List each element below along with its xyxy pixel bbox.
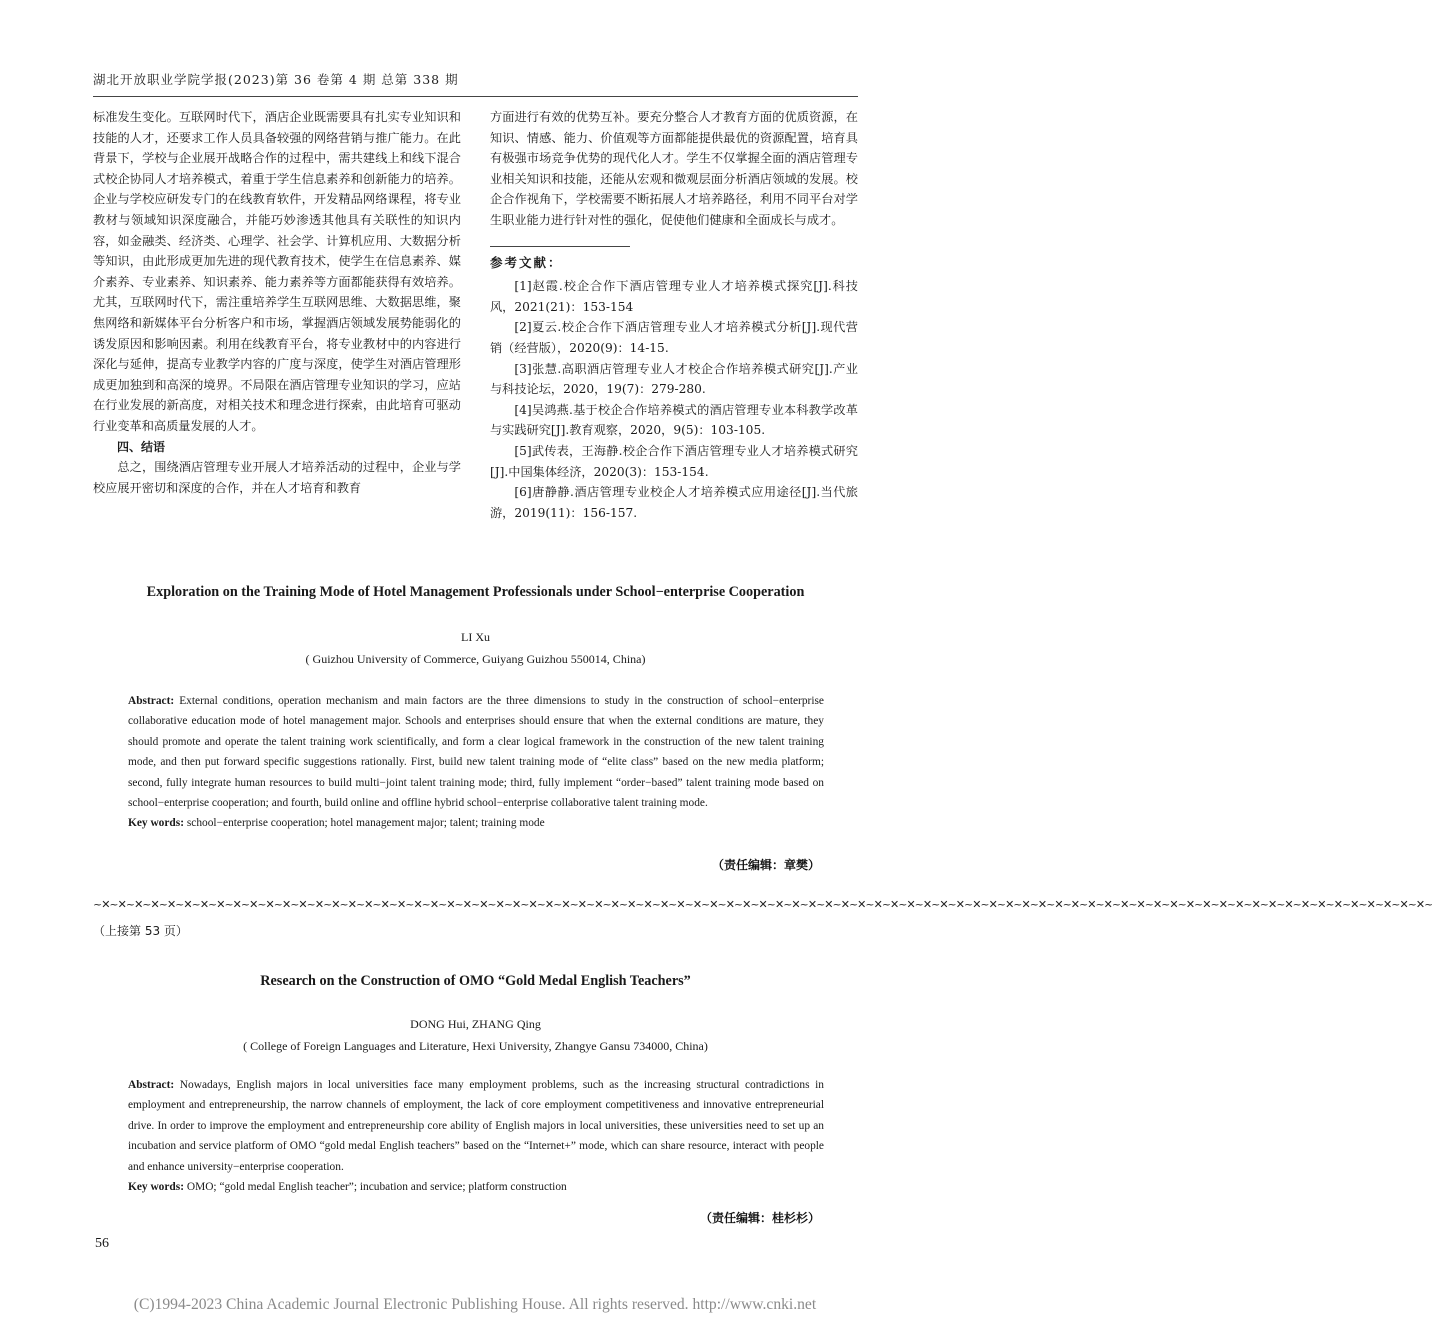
body-paragraph: 总之，围绕酒店管理专业开展人才培养活动的过程中，企业与学校应展开密切和深度的合作，并在人才培育和教育 <box>93 460 461 495</box>
english-affiliation-block-1 <box>93 652 858 667</box>
english-affiliation: ( College of Foreign Languages and Literature, Hexi University, Zhangye Gansu 734000, China) <box>243 1039 708 1053</box>
english-title-block-2 <box>93 973 858 990</box>
keywords-label: Key words: <box>128 1181 184 1194</box>
keywords-label: Key words: <box>128 817 184 830</box>
english-abstract-2 <box>128 1075 824 1197</box>
references-title: 参考文献： <box>490 254 563 270</box>
body-paragraph: 方面进行有效的优势互补。要充分整合人才教育方面的优质资源，在知识、情感、能力、价值观等方面都能提供最优的资源配置，培育具有极强市场竞争优势的现代化人才。学生不仅掌握全面的酒店管理专业相关知识和技能，还能从宏观和微观层面分析酒店领域的发展。校企合作视角下，学校需要不断拓展人才培养路径，利用不同平台对学生职业能力进行针对性的强化，促使他们健康和全面成长与成才。 <box>490 110 858 227</box>
english-author-block-1 <box>93 630 858 645</box>
abstract-label: Abstract: <box>128 695 175 707</box>
body-paragraph: 标准发生变化。互联网时代下，酒店企业既需要具有扎实专业知识和技能的人才，还要求工作人员具备较强的网络营销与推广能力。在此背景下，学校与企业展开战略合作的过程中，需共建线上和线下混合式校企协同人才培养模式，着重于学生信息素养和创新能力的培养。企业与学校应研发专门的在线教育软件，开发精品网络课程，将专业教材与领域知识深度融合，并能巧妙渗透其他具有关联性的知识内容，如金融类、经济类、心理学、社会学、计算机应用、大数据分析等知识，由此形成更加先进的现代教育技术，使学生在信息素养、媒介素养、专业素养、知识素养、能力素养等方面都能获得有效培养。尤其，互联网时代下，需注重培养学生互联网思维、大数据思维，聚焦网络和新媒体平台分析客户和市场，掌握酒店领域发展势能弱化的诱发原因和影响因素。利用在线教育平台，将专业教材中的内容进行深化与延伸，提高专业教学内容的广度与深度，使学生对酒店管理形成更加独到和高深的境界。不局限在酒店管理专业知识的学习，应站在行业发展的新高度，对相关技术和理念进行探索，由此培育可驱动行业变革和高质量发展的人才。 <box>93 110 461 433</box>
english-affiliation-block-2 <box>93 1039 858 1054</box>
continued-from-note: （上接第 53 页） <box>93 924 188 938</box>
english-author: DONG Hui, ZHANG Qing <box>410 1017 541 1031</box>
keywords-text: OMO; “gold medal English teacher”; incubation and service; platform construction <box>184 1181 567 1194</box>
abstract-text: Nowadays, English majors in local universities face many employment problems, such as the increasing structural contradictions in employment and entrepreneurship, the narrow channels of employment, the lack of core employment competitiveness and innovative entrepreneurial drive. In order to improve the employment and entrepreneurship core ability of English majors in local universities, these universities need to set up an incubation and service platform of OMO “gold medal English teachers” based on the “Internet+” mode, which can share resource, interact with people and enhance university−enterprise cooperation. <box>128 1079 824 1173</box>
english-title: Research on the Construction of OMO “Gold Medal English Teachers” <box>260 973 691 989</box>
editor-note: （责任编辑：桂杉杉） <box>700 1211 821 1225</box>
english-affiliation: ( Guizhou University of Commerce, Guiyang Guizhou 550014, China) <box>305 652 646 666</box>
header-rule <box>93 96 858 97</box>
english-author: LI Xu <box>461 630 490 644</box>
english-title: Exploration on the Training Mode of Hotel Management Professionals under School−enterprise Cooperation <box>146 584 805 600</box>
reference-item: [3]张慧.高职酒店管理专业人才校企合作培养模式研究[J].产业与科技论坛，2020，19(7)：279-280. <box>490 361 858 397</box>
references-rule <box>490 246 630 247</box>
reference-item: [4]吴鸿燕.基于校企合作培养模式的酒店管理专业本科教学改革与实践研究[J].教育观察，2020，9(5)：103-105. <box>490 402 858 438</box>
editor-note: （责任编辑：章樊） <box>712 858 821 872</box>
reference-item: [1]赵霞.校企合作下酒店管理专业人才培养模式探究[J].科技风，2021(21)：153-154 <box>490 279 858 314</box>
left-column <box>93 107 461 498</box>
abstract-label: Abstract: <box>128 1079 175 1091</box>
running-header: 湖北开放职业学院学报(2023)第 36 卷第 4 期 总第 338 期 <box>93 72 459 87</box>
page-number: 56 <box>95 1236 109 1251</box>
decorative-divider: ~✕~✕~✕~✕~✕~✕~✕~✕~✕~✕~✕~✕~✕~✕~✕~✕~✕~✕~✕~✕~✕~✕~✕~✕~✕~✕~✕~✕~✕~✕~✕~✕~✕~✕~✕~✕~✕~✕~✕~✕~✕~✕~✕~✕~✕~✕~✕~✕~✕~✕~✕~✕~✕~✕~✕~✕~✕~✕~✕~✕~✕~✕~✕~✕~✕~✕~✕~✕~✕~✕~✕~✕~✕~✕~✕~✕~✕~✕~✕~✕~✕~ <box>93 898 1432 911</box>
english-title-block-1 <box>93 584 858 601</box>
english-author-block-2 <box>93 1017 858 1032</box>
english-abstract-1 <box>128 691 824 834</box>
copyright-footer: (C)1994-2023 China Academic Journal Electronic Publishing House. All rights reserved. http://www.cnki.net <box>133 1296 817 1313</box>
keywords-text: school−enterprise cooperation; hotel management major; talent; training mode <box>184 817 545 830</box>
section-heading: 四、结语 <box>117 439 166 454</box>
right-column <box>490 107 858 523</box>
reference-item: [6]唐静静.酒店管理专业校企人才培养模式应用途径[J].当代旅游，2019(11)：156-157. <box>490 485 858 520</box>
reference-item: [2]夏云.校企合作下酒店管理专业人才培养模式分析[J].现代营销（经营版），2020(9)：14-15. <box>490 320 858 355</box>
reference-item: [5]武传表，王海静.校企合作下酒店管理专业人才培养模式研究[J].中国集体经济，2020(3)：153-154. <box>490 443 858 479</box>
abstract-text: External conditions, operation mechanism and main factors are the three dimensions to study in the construction of school−enterprise collaborative education mode of hotel management major. Schools and enterprises should ensure that when the external conditions are mature, they should promote and operate the talent training work scientifically, and form a clear logical framework in the construction of the new talent training mode, and then put forward specific suggestions rationally. First, build new talent training mode of “elite class” based on the new media platform; second, fully integrate human resources to build multi−joint talent training mode; third, fully implement “order−based” talent training mode based on school−enterprise cooperation; and fourth, build online and offline hybrid school−enterprise collaborative talent training mode. <box>128 695 824 810</box>
